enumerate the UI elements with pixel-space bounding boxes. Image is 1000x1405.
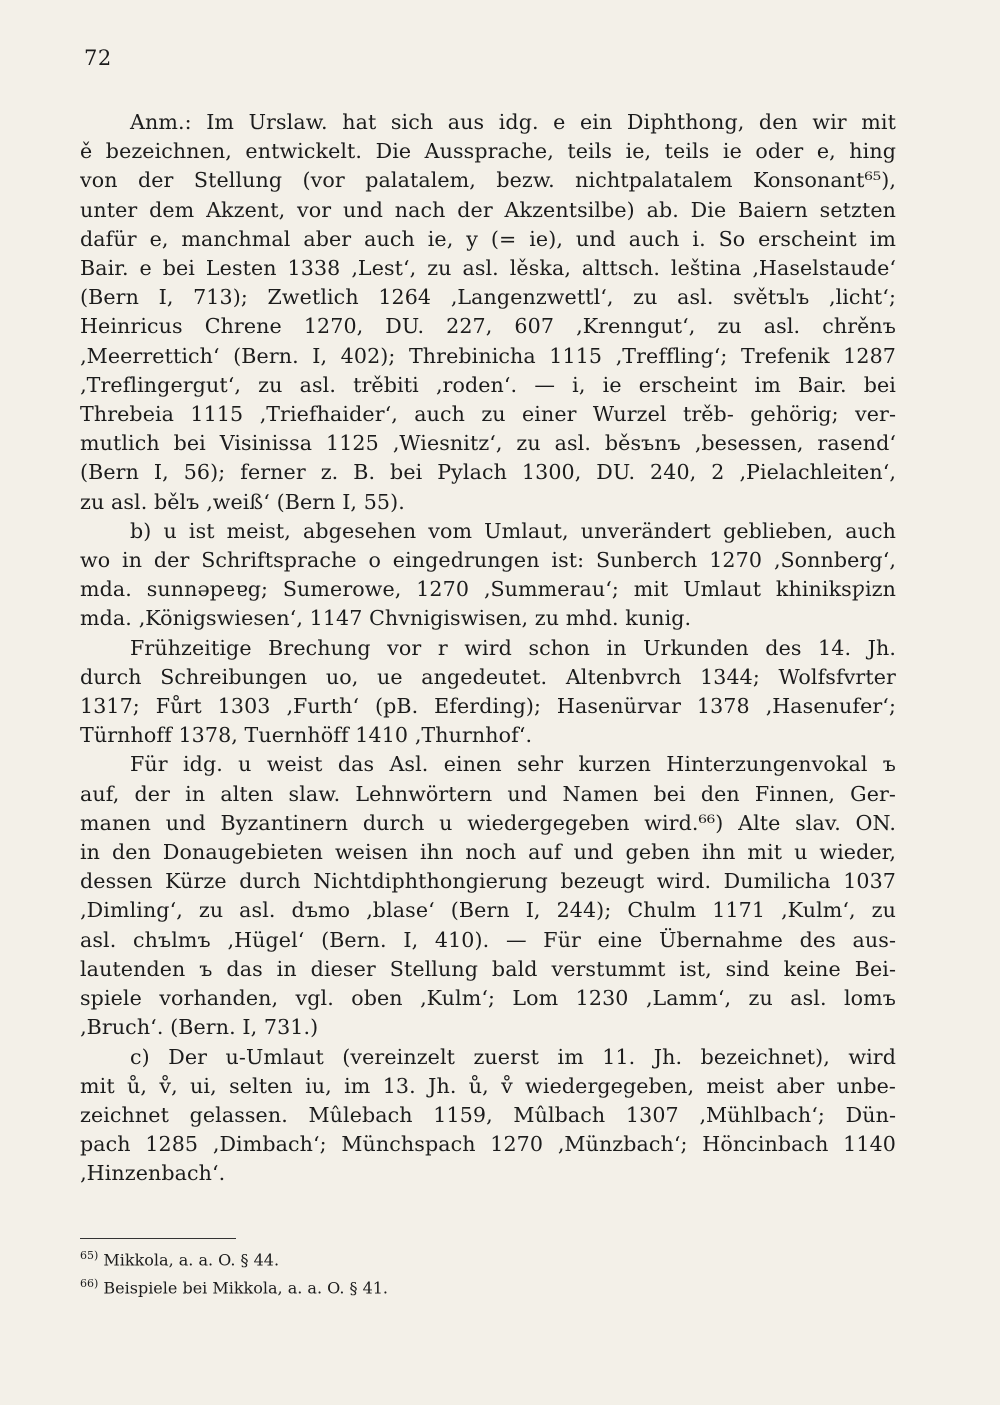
text-line: lautenden ъ das in dieser Stellung bald verstummt ist, sind keine Bei-	[80, 956, 896, 981]
text-line: Für idg. u weist das Asl. einen sehr kurzen Hinterzungenvokal ъ	[130, 752, 896, 777]
text-line: ě bezeichnen, entwickelt. Die Aussprache, teils ie, teils ie oder e, hing	[80, 139, 896, 164]
text-line: b) u ist meist, abgesehen vom Umlaut, unverändert geblieben, auch	[130, 518, 896, 543]
text-line: (Bern I, 713); Zwetlich 1264 ‚Langenzwettl‘, zu asl. světъlъ ‚licht‘;	[80, 285, 896, 310]
footnote	[80, 1244, 896, 1272]
text-line: manen und Byzantinern durch u wiedergegeben wird.⁶⁶) Alte slav. ON.	[80, 810, 896, 835]
text-line: mda. sunnəpeɐg; Sumerowe, 1270 ‚Summerau‘; mit Umlaut khiniksƿizn	[80, 577, 896, 602]
text-line: mit ů, v̊, ui, selten iu, im 13. Jh. ů, v̊ wiedergegeben, meist aber unbe-	[80, 1073, 896, 1098]
page-number: 72	[84, 46, 112, 70]
text-line: ‚Hinzenbach‘.	[80, 1161, 226, 1186]
text-line: mda. ‚Königswiesen‘, 1147 Chvnigiswisen, zu mhd. kunig.	[80, 606, 692, 631]
text-line: durch Schreibungen uo, ue angedeutet. Altenbvrch 1344; Wolfsfvrter	[80, 664, 896, 689]
footnote-text: Beispiele bei Mikkola, a. a. O. § 41.	[103, 1278, 389, 1298]
text-line: auf, der in alten slaw. Lehnwörtern und Namen bei den Finnen, Ger-	[80, 781, 896, 806]
text-line: ‚Treflingergut‘, zu asl. trěbiti ‚roden‘. — i, ie erscheint im Bair. bei	[80, 372, 896, 397]
footnote-mark: 65)	[80, 1249, 99, 1262]
text-line: mutlich bei Visinissa 1125 ‚Wiesnitz‘, zu asl. běsъnъ ‚besessen, rasend‘	[80, 431, 896, 456]
body-text	[80, 108, 896, 1189]
text-line: dessen Kürze durch Nichtdiphthongierung bezeugt wird. Dumilicha 1037	[80, 869, 896, 894]
text-line: (Bern I, 56); ferner z. B. bei Pylach 1300, DU. 240, 2 ‚Pielachleiten‘,	[80, 460, 896, 485]
text-line: Türnhoff 1378, Tuernhöff 1410 ‚Thurnhof‘.	[80, 723, 533, 748]
footnote-text: Mikkola, a. a. O. § 44.	[103, 1250, 280, 1270]
text-line: Threbeia 1115 ‚Triefhaider‘, auch zu einer Wurzel trěb- gehörig; ver-	[80, 402, 896, 427]
text-line: ‚Bruch‘. (Bern. I, 731.)	[80, 1015, 319, 1040]
text-line: pach 1285 ‚Dimbach‘; Münchspach 1270 ‚Münzbach‘; Höncinbach 1140	[80, 1132, 896, 1157]
text-line: Heinricus Chrene 1270, DU. 227, 607 ‚Krenngut‘, zu asl. chrěnъ	[80, 314, 896, 339]
footnote-divider	[80, 1238, 236, 1239]
text-line: unter dem Akzent, vor und nach der Akzentsilbe) ab. Die Baiern setzten	[80, 197, 896, 222]
footnotes	[80, 1244, 896, 1301]
text-line: 1317; Fůrt 1303 ‚Furth‘ (pB. Eferding); Hasenürvar 1378 ‚Hasenufer‘;	[80, 694, 896, 719]
text-line: Bair. e bei Lesten 1338 ‚Lest‘, zu asl. lěska, alttsch. leština ‚Haselstaude‘	[80, 256, 896, 281]
text-line: dafür e, manchmal aber auch ie, y (= ie), und auch i. So erscheint im	[80, 226, 896, 251]
text-line: zu asl. bělъ ‚weiß‘ (Bern I, 55).	[80, 489, 405, 514]
text-line: asl. chъlmъ ‚Hügel‘ (Bern. I, 410). — Für eine Übernahme des aus-	[80, 927, 896, 952]
text-line: wo in der Schriftsprache o eingedrungen ist: Sunberch 1270 ‚Sonnberg‘,	[80, 548, 896, 573]
text-line: Anm.: Im Urslaw. hat sich aus idg. e ein Diphthong, den wir mit	[130, 110, 896, 134]
text-line: von der Stellung (vor palatalem, bezw. nichtpalatalem Konsonant⁶⁵),	[80, 168, 896, 193]
text-line: in den Donaugebieten weisen ihn noch auf und geben ihn mit u wieder,	[80, 840, 896, 865]
footnote-mark: 66)	[80, 1277, 99, 1291]
text-line: c) Der u-Umlaut (vereinzelt zuerst im 11. Jh. bezeichnet), wird	[130, 1044, 896, 1069]
text-line: spiele vorhanden, vgl. oben ‚Kulm‘; Lom 1230 ‚Lamm‘, zu asl. lomъ	[80, 986, 896, 1011]
text-line: zeichnet gelassen. Mûlebach 1159, Mûlbach 1307 ‚Mühlbach‘; Dün-	[80, 1102, 896, 1127]
text-line: Frühzeitige Brechung vor r wird schon in Urkunden des 14. Jh.	[130, 635, 896, 660]
text-line: ‚Meerrettich‘ (Bern. I, 402); Threbinicha 1115 ‚Treffling‘; Trefenik 1287	[80, 343, 896, 368]
text-line: ‚Dimling‘, zu asl. dъmo ‚blase‘ (Bern I, 244); Chulm 1171 ‚Kulm‘, zu	[80, 898, 896, 923]
footnote	[80, 1272, 896, 1300]
